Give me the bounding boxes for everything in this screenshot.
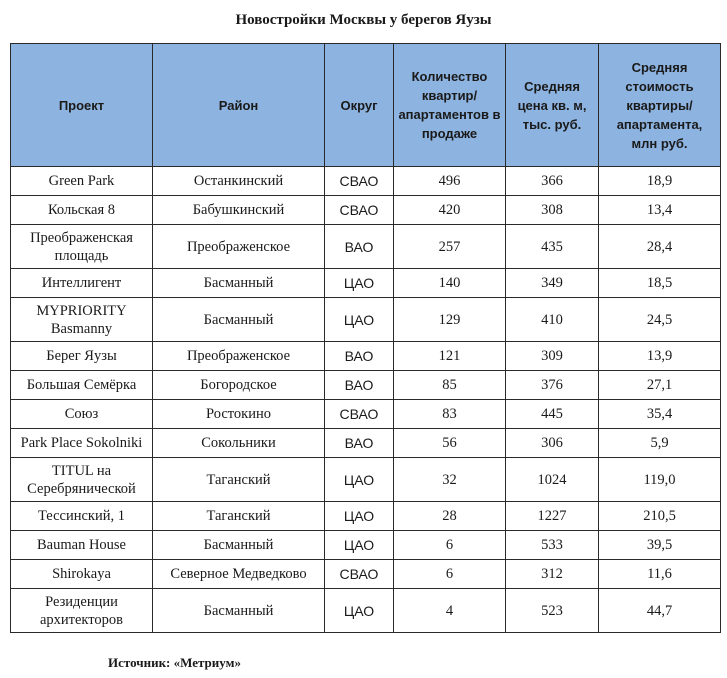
cell-project: Green Park <box>11 167 153 196</box>
cell-okrug: ЦАО <box>325 589 394 633</box>
table-row <box>11 531 721 560</box>
cell-project: Park Place Sokolniki <box>11 429 153 458</box>
cell-price-sqm: 376 <box>506 371 599 400</box>
cell-okrug: СВАО <box>325 196 394 225</box>
cell-district: Басманный <box>153 589 325 633</box>
cell-okrug: ВАО <box>325 342 394 371</box>
cell-count: 121 <box>394 342 506 371</box>
cell-count: 85 <box>394 371 506 400</box>
cell-project: TITUL на Серебрянической <box>11 458 153 502</box>
cell-price-sqm: 1024 <box>506 458 599 502</box>
cell-district: Басманный <box>153 298 325 342</box>
header-avg-cost: Средняя стоимость квартиры/ апартамента, млн руб. <box>599 44 721 167</box>
cell-project: Интеллигент <box>11 269 153 298</box>
cell-district: Останкинский <box>153 167 325 196</box>
cell-price-sqm: 308 <box>506 196 599 225</box>
cell-avg-cost: 18,9 <box>599 167 721 196</box>
cell-district: Таганский <box>153 458 325 502</box>
cell-avg-cost: 24,5 <box>599 298 721 342</box>
cell-district: Преображенское <box>153 225 325 269</box>
table-header-row <box>11 44 721 167</box>
cell-count: 257 <box>394 225 506 269</box>
cell-count: 420 <box>394 196 506 225</box>
cell-avg-cost: 44,7 <box>599 589 721 633</box>
table-row <box>11 225 721 269</box>
cell-avg-cost: 28,4 <box>599 225 721 269</box>
cell-project: Большая Семёрка <box>11 371 153 400</box>
cell-price-sqm: 523 <box>506 589 599 633</box>
cell-price-sqm: 533 <box>506 531 599 560</box>
cell-project: Резиденции архитекторов <box>11 589 153 633</box>
cell-price-sqm: 410 <box>506 298 599 342</box>
cell-avg-cost: 27,1 <box>599 371 721 400</box>
cell-district: Таганский <box>153 502 325 531</box>
cell-price-sqm: 349 <box>506 269 599 298</box>
cell-price-sqm: 366 <box>506 167 599 196</box>
cell-district: Преображенское <box>153 342 325 371</box>
cell-district: Бабушкинский <box>153 196 325 225</box>
cell-okrug: ВАО <box>325 429 394 458</box>
cell-district: Северное Медведково <box>153 560 325 589</box>
table-row <box>11 167 721 196</box>
cell-price-sqm: 306 <box>506 429 599 458</box>
cell-project: Bauman House <box>11 531 153 560</box>
header-okrug: Округ <box>325 44 394 167</box>
cell-count: 6 <box>394 531 506 560</box>
cell-okrug: ЦАО <box>325 531 394 560</box>
newbuildings-table <box>10 43 721 633</box>
cell-project: Тессинский, 1 <box>11 502 153 531</box>
cell-avg-cost: 210,5 <box>599 502 721 531</box>
cell-count: 4 <box>394 589 506 633</box>
cell-okrug: СВАО <box>325 400 394 429</box>
cell-okrug: СВАО <box>325 560 394 589</box>
table-row <box>11 560 721 589</box>
cell-avg-cost: 5,9 <box>599 429 721 458</box>
cell-project: Преображенская площадь <box>11 225 153 269</box>
header-price-sqm: Средняя цена кв. м, тыс. руб. <box>506 44 599 167</box>
cell-district: Басманный <box>153 269 325 298</box>
cell-count: 140 <box>394 269 506 298</box>
cell-price-sqm: 309 <box>506 342 599 371</box>
cell-avg-cost: 13,9 <box>599 342 721 371</box>
cell-avg-cost: 39,5 <box>599 531 721 560</box>
table-body <box>11 167 721 633</box>
cell-count: 32 <box>394 458 506 502</box>
cell-okrug: ЦАО <box>325 458 394 502</box>
cell-price-sqm: 445 <box>506 400 599 429</box>
cell-district: Богородское <box>153 371 325 400</box>
table-row <box>11 429 721 458</box>
cell-okrug: ВАО <box>325 371 394 400</box>
table-row <box>11 400 721 429</box>
cell-avg-cost: 11,6 <box>599 560 721 589</box>
cell-count: 496 <box>394 167 506 196</box>
cell-count: 6 <box>394 560 506 589</box>
cell-avg-cost: 119,0 <box>599 458 721 502</box>
cell-price-sqm: 312 <box>506 560 599 589</box>
cell-district: Сокольники <box>153 429 325 458</box>
cell-project: Кольская 8 <box>11 196 153 225</box>
cell-count: 83 <box>394 400 506 429</box>
page-title: Новостройки Москвы у берегов Яузы <box>235 12 492 28</box>
table-row <box>11 371 721 400</box>
cell-district: Басманный <box>153 531 325 560</box>
table-row <box>11 502 721 531</box>
header-project: Проект <box>11 44 153 167</box>
cell-project: Берег Яузы <box>11 342 153 371</box>
table-row <box>11 298 721 342</box>
header-count: Количество квартир/ апартаментов в продаже <box>394 44 506 167</box>
cell-count: 129 <box>394 298 506 342</box>
table-row <box>11 342 721 371</box>
cell-district: Ростокино <box>153 400 325 429</box>
cell-count: 56 <box>394 429 506 458</box>
cell-avg-cost: 13,4 <box>599 196 721 225</box>
cell-project: Shirokaya <box>11 560 153 589</box>
cell-avg-cost: 35,4 <box>599 400 721 429</box>
table-row <box>11 458 721 502</box>
cell-okrug: ЦАО <box>325 502 394 531</box>
cell-project: Союз <box>11 400 153 429</box>
cell-okrug: ЦАО <box>325 269 394 298</box>
cell-okrug: ВАО <box>325 225 394 269</box>
cell-okrug: ЦАО <box>325 298 394 342</box>
cell-okrug: СВАО <box>325 167 394 196</box>
cell-price-sqm: 435 <box>506 225 599 269</box>
cell-avg-cost: 18,5 <box>599 269 721 298</box>
header-district: Район <box>153 44 325 167</box>
table-row <box>11 269 721 298</box>
table-row <box>11 589 721 633</box>
cell-project: MYPRIORITY Basmanny <box>11 298 153 342</box>
source-note: Источник: «Метриум» <box>108 655 241 670</box>
cell-price-sqm: 1227 <box>506 502 599 531</box>
table-row <box>11 196 721 225</box>
cell-count: 28 <box>394 502 506 531</box>
